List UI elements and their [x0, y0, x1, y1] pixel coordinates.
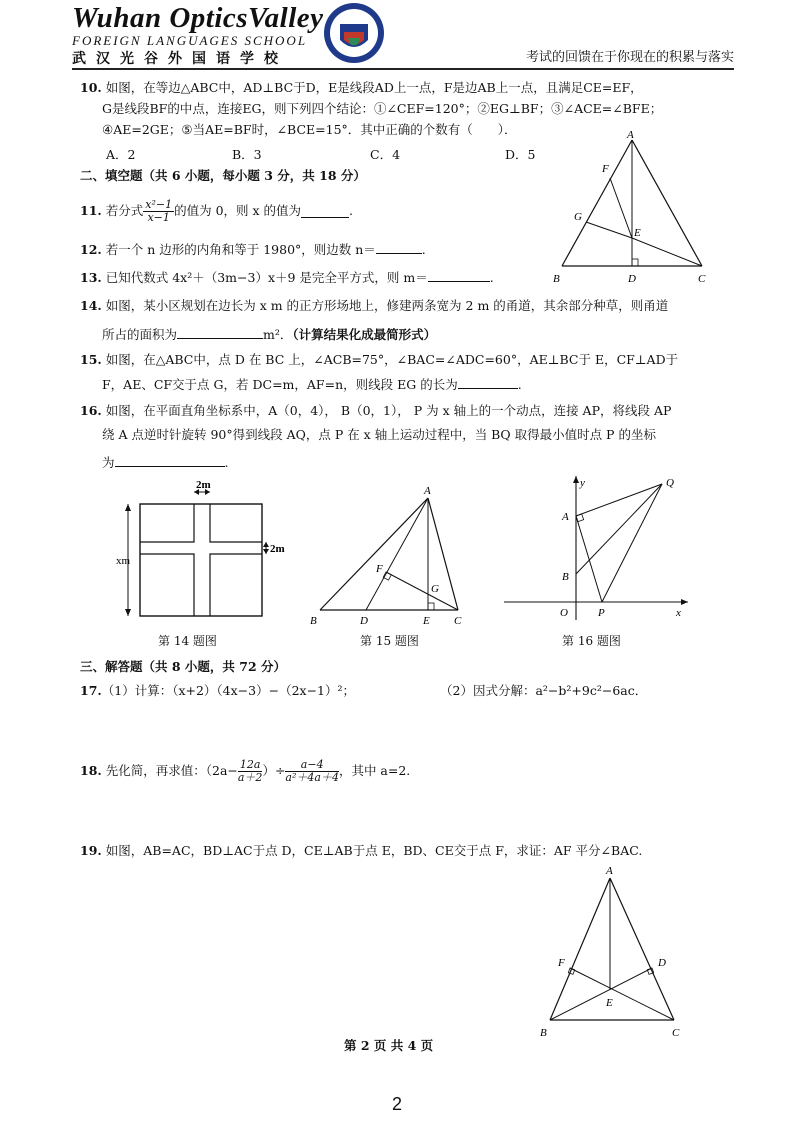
q10-option-d: D．5: [505, 147, 536, 162]
figure-q15: [306, 482, 476, 628]
figure-q10: [548, 128, 718, 290]
q13: 13. 已知代数式 4x²＋（3m−3）x＋9 是完全平方式，则 m＝ .: [80, 270, 494, 285]
fig10-label-a: A: [627, 129, 634, 141]
logo-text: WOFLS: [341, 17, 367, 24]
q12: 12. 若一个 n 边形的内角和等于 1980°，则边数 n＝ .: [80, 242, 426, 257]
q14-blank[interactable]: [177, 326, 263, 339]
q18-fraction-2: $\frac{a-4}{\text{a²＋4a＋4}}$: [285, 757, 339, 784]
q12-blank[interactable]: [376, 241, 422, 254]
fig16-caption: 第 16 题图: [562, 634, 621, 648]
q15-line2: F，AE、CF交于点 G，若 DC=m，AF=n，则线段 EG 的长为 .: [102, 377, 522, 392]
header-school-cn: 武汉光谷外国语学校: [72, 51, 288, 67]
fig19-label-e: E: [606, 997, 613, 1009]
fig14-right-label: 2m: [270, 543, 285, 555]
q14-line1: 14. 如图，某小区规划在边长为 x m 的正方形场地上，修建两条宽为 2 m 的甬道，其余部分种草，则甬道: [80, 298, 669, 313]
fig10-label-c: C: [698, 273, 706, 285]
q18: 18. 先化简，再求值：（2a− $\frac{12a}{a+2}$ ）÷ $\frac{a-4}{\text{a²＋4a＋4}}$ ，其中 a=2.: [80, 757, 411, 784]
fig10-label-d: D: [628, 273, 636, 285]
q16-line2: 绕 A 点逆时针旋转 90°得到线段 AQ，点 P 在 x 轴上运动过程中，当 BQ 取得最小值时点 P 的坐标: [102, 427, 656, 442]
q10-line2: G是线段BF的中点，连接EG，则下列四个结论：①∠CEF=120°；②EG⊥BF；③∠ACE=∠BFE；: [102, 101, 663, 116]
header-title: Wuhan OpticsValley: [72, 2, 324, 34]
q15-line1: 15. 如图，在△ABC中，点 D 在 BC 上，∠ACB=75°，∠BAC=∠ADC=60°，AE⊥BC于 E，CF⊥AD于: [80, 352, 679, 367]
page-number: 2: [392, 1094, 403, 1114]
figure-q16: [498, 470, 698, 626]
q16-blank[interactable]: [115, 454, 225, 467]
fig19-label-c: C: [672, 1027, 680, 1039]
fig19-label-a: A: [606, 865, 613, 877]
fig16-label-q: Q: [666, 477, 674, 489]
fig15-label-d: D: [360, 615, 368, 627]
header-subtitle: FOREIGN LANGUAGES SCHOOL: [72, 33, 308, 48]
q19: 19. 如图，AB=AC，BD⊥AC于点 D，CE⊥AB于点 E，BD、CE交于点 F，求证：AF 平分∠BAC.: [80, 843, 643, 858]
fig15-label-g: G: [431, 583, 439, 595]
q16-line3: 为 .: [102, 455, 229, 470]
figure-q19: [534, 864, 690, 1042]
fig19-label-d: D: [658, 957, 666, 969]
q10-option-b: B．3: [232, 147, 262, 162]
fig14-left-label: xm: [116, 555, 131, 567]
fig15-label-c: C: [454, 615, 462, 627]
fig10-label-f: F: [602, 163, 609, 175]
q16-line1: 16. 如图，在平面直角坐标系中，A（0，4）， B（0，1）， P 为 x 轴上的一个动点，连接 AP，将线段 AP: [80, 403, 672, 418]
q10-option-a: A．2: [106, 147, 136, 162]
fig14-caption: 第 14 题图: [158, 634, 217, 648]
q13-blank[interactable]: [428, 269, 490, 282]
q17-part2: （2）因式分解：a²−b²+9c²−6ac．: [440, 683, 648, 698]
section3-heading: 三、解答题（共 8 小题，共 72 分）: [80, 659, 287, 674]
q10-line3: ④AE=2GE；⑤当AE=BF时，∠BCE=15°．其中正确的个数有（ ）．: [102, 122, 517, 137]
q17-part1: 17.（1）计算：（x+2）（4x−3）−（2x−1）²；: [80, 683, 356, 698]
fig10-label-b: B: [553, 273, 560, 285]
fig16-label-b: B: [562, 571, 569, 583]
fig15-label-b: B: [310, 615, 317, 627]
q15-blank[interactable]: [458, 376, 518, 389]
header-rule: [72, 68, 734, 70]
fig10-label-g: G: [574, 211, 582, 223]
q10-option-c: C．4: [370, 147, 401, 162]
fig16-label-x: x: [676, 607, 681, 619]
fig16-label-a: A: [562, 511, 569, 523]
q10-line1: 10. 如图，在等边△ABC中，AD⊥BC于D，E是线段AD上一点，F是边AB上一点，且满足CE=EF，: [80, 80, 643, 95]
q11-blank[interactable]: [301, 205, 349, 218]
fig15-label-a: A: [424, 485, 431, 497]
fig16-label-p: P: [598, 607, 605, 619]
q18-fraction-1: $\frac{12a}{a+2}$: [237, 757, 263, 784]
fig19-label-f: F: [558, 957, 565, 969]
header-slogan: 考试的回馈在于你现在的积累与落实: [525, 50, 734, 65]
q11: 11. 若分式 $\frac{\text{x²−1}}{x-1}$ 的值为 0，则 x 的值为 .: [80, 197, 354, 224]
fig10-label-e: E: [634, 227, 641, 239]
fig16-label-o: O: [560, 607, 568, 619]
figure-q14: [112, 476, 292, 622]
fig19-label-b: B: [540, 1027, 547, 1039]
fig15-caption: 第 15 题图: [360, 634, 419, 648]
fig15-label-f: F: [376, 563, 383, 575]
fig14-top-label: 2m: [196, 479, 211, 491]
q14-line2: 所占的面积为 m²．（计算结果化成最简形式）: [102, 327, 437, 342]
section2-heading: 二、填空题（共 6 小题，每小题 3 分，共 18 分）: [80, 168, 366, 183]
fig15-label-e: E: [423, 615, 430, 627]
q11-fraction: $\frac{\text{x²−1}}{x-1}$: [145, 197, 173, 224]
fig16-label-y: y: [580, 477, 585, 489]
school-logo: [318, 2, 390, 64]
page-footer: 第 2 页 共 4 页: [344, 1038, 434, 1053]
